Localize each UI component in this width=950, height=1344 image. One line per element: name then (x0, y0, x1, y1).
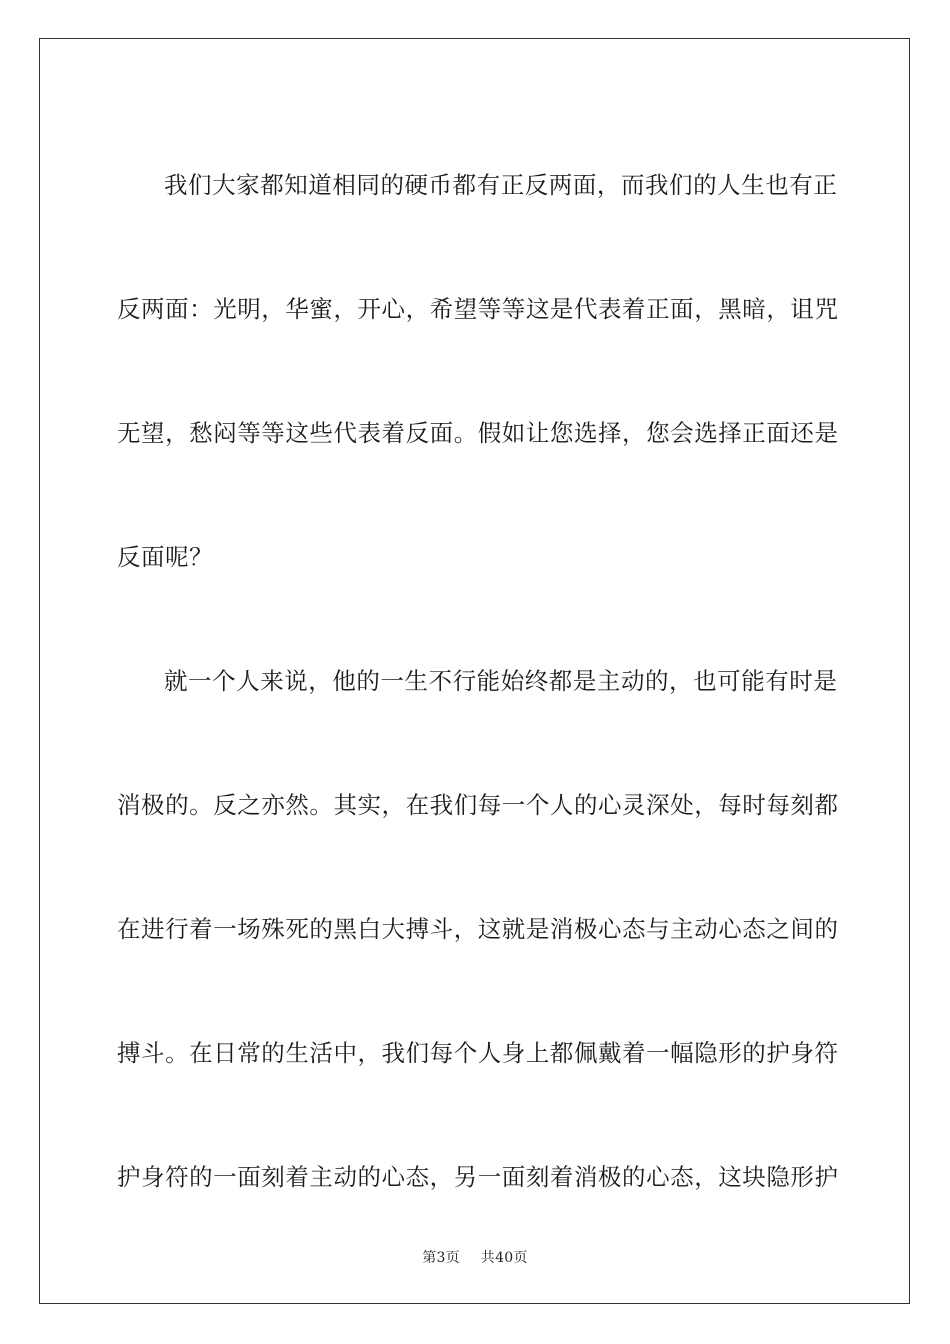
page-footer (0, 1247, 950, 1267)
text-line: 反两面：光明，华蜜，开心，希望等等这是代表着正面，黑暗，诅咒 (117, 295, 839, 323)
page-total: 共40页 (480, 1250, 528, 1266)
page-number: 第3页 (422, 1250, 461, 1266)
document-body (117, 123, 839, 1239)
text-line: 就一个人来说，他的一生不行能始终都是主动的，也可能有时是 (164, 667, 838, 695)
text-line: 反面呢？ (117, 543, 214, 571)
text-line: 我们大家都知道相同的硬币都有正反两面，而我们的人生也有正 (164, 171, 838, 199)
text-line: 护身符的一面刻着主动的心态，另一面刻着消极的心态，这块隐形护 (117, 1163, 839, 1191)
text-line: 无望，愁闷等等这些代表着反面。假如让您选择，您会选择正面还是 (117, 419, 839, 447)
text-line: 搏斗。在日常的生活中，我们每个人身上都佩戴着一幅隐形的护身符 (117, 1039, 839, 1067)
text-line: 消极的。反之亦然。其实，在我们每一个人的心灵深处，每时每刻都 (117, 791, 839, 819)
text-line: 在进行着一场殊死的黑白大搏斗，这就是消极心态与主动心态之间的 (117, 915, 839, 943)
